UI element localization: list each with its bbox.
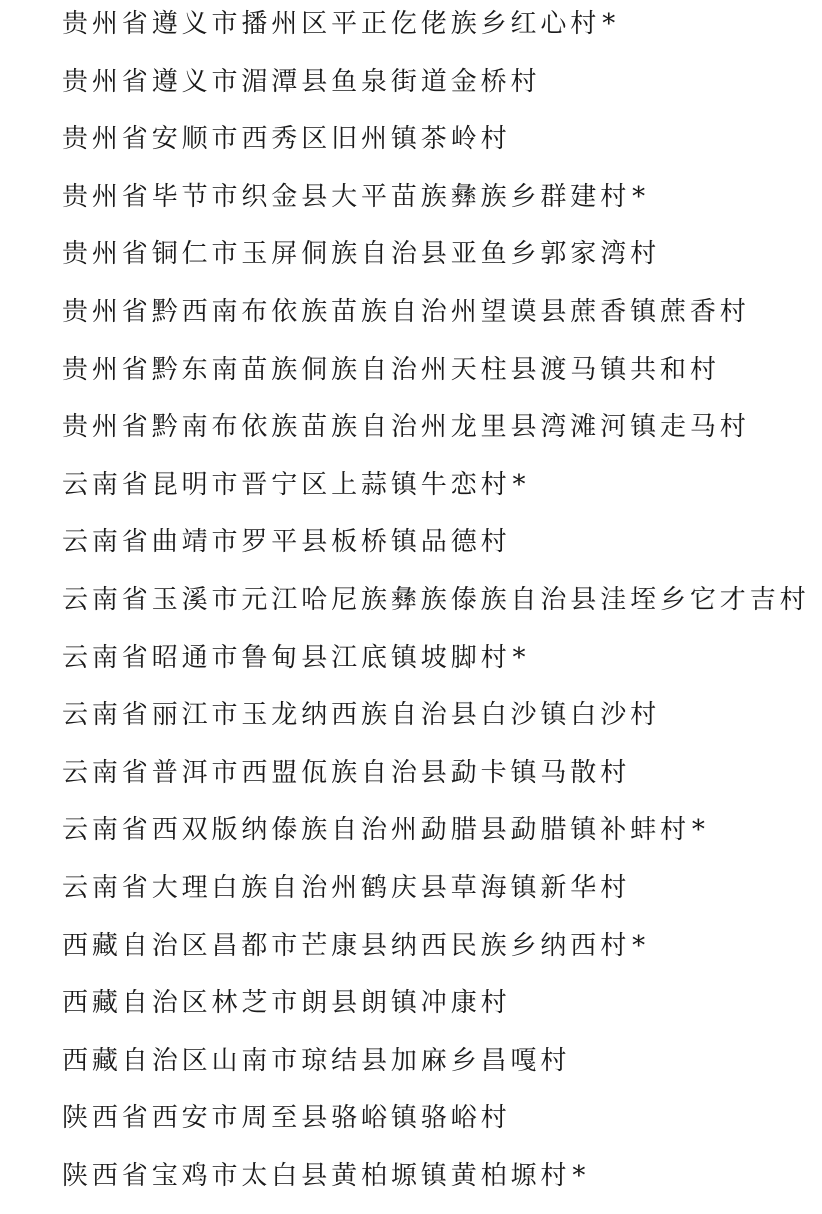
list-item <box>62 60 812 118</box>
list-item <box>62 636 812 694</box>
village-name: 云南省玉溪市元江哈尼族彝族傣族自治县洼垤乡它才吉村 <box>62 584 810 615</box>
village-name: 云南省曲靖市罗平县板桥镇品德村 <box>62 527 511 558</box>
list-item <box>62 1154 812 1212</box>
village-name: 云南省丽江市玉龙纳西族自治县白沙镇白沙村 <box>62 700 661 731</box>
village-name: 贵州省毕节市织金县大平苗族彝族乡群建村 <box>62 181 631 212</box>
list-item <box>62 693 812 751</box>
village-name: 云南省普洱市西盟佤族自治县勐卡镇马散村 <box>62 757 631 788</box>
asterisk-mark: * <box>512 469 526 500</box>
village-name: 贵州省黔南布依族苗族自治州龙里县湾滩河镇走马村 <box>62 412 750 443</box>
village-name: 西藏自治区山南市琼结县加麻乡昌嘎村 <box>62 1045 571 1076</box>
village-name: 贵州省黔东南苗族侗族自治州天柱县渡马镇共和村 <box>62 354 720 385</box>
asterisk-mark: * <box>632 181 646 212</box>
village-name: 云南省昭通市鲁甸县江底镇坡脚村 <box>62 642 511 673</box>
list-item <box>62 578 812 636</box>
village-name: 贵州省遵义市湄潭县鱼泉街道金桥村 <box>62 66 541 97</box>
list-item <box>62 1039 812 1097</box>
village-name: 贵州省黔西南布依族苗族自治州望谟县蔗香镇蔗香村 <box>62 296 750 327</box>
village-name: 云南省大理白族自治州鹤庆县草海镇新华村 <box>62 872 631 903</box>
list-item <box>62 981 812 1039</box>
list-item <box>62 924 812 982</box>
village-name: 贵州省安顺市西秀区旧州镇茶岭村 <box>62 124 511 155</box>
list-item <box>62 1096 812 1154</box>
village-name: 云南省昆明市晋宁区上蒜镇牛恋村 <box>62 469 511 500</box>
village-name: 陕西省西安市周至县骆峪镇骆峪村 <box>62 1103 511 1134</box>
asterisk-mark: * <box>512 642 526 673</box>
list-item <box>62 290 812 348</box>
list-item <box>62 348 812 406</box>
asterisk-mark: * <box>602 9 616 39</box>
asterisk-mark: * <box>572 1160 586 1191</box>
asterisk-mark: * <box>691 815 705 846</box>
list-item <box>62 232 812 290</box>
list-item <box>62 808 812 866</box>
village-name: 贵州省遵义市播州区平正仡佬族乡红心村 <box>62 9 601 39</box>
village-name: 西藏自治区林芝市朗县朗镇冲康村 <box>62 988 511 1019</box>
asterisk-mark: * <box>632 930 646 961</box>
list-item <box>62 117 812 175</box>
village-name: 西藏自治区昌都市芒康县纳西民族乡纳西村 <box>62 930 631 961</box>
list-item <box>62 2 812 60</box>
list-item <box>62 175 812 233</box>
village-name: 贵州省铜仁市玉屏侗族自治县亚鱼乡郭家湾村 <box>62 239 661 270</box>
list-item <box>62 866 812 924</box>
village-list <box>62 2 812 1211</box>
list-item <box>62 405 812 463</box>
list-item <box>62 463 812 521</box>
village-name: 陕西省宝鸡市太白县黄柏塬镇黄柏塬村 <box>62 1160 571 1191</box>
list-item <box>62 751 812 809</box>
village-name: 云南省西双版纳傣族自治州勐腊县勐腊镇补蚌村 <box>62 815 690 846</box>
list-item <box>62 520 812 578</box>
